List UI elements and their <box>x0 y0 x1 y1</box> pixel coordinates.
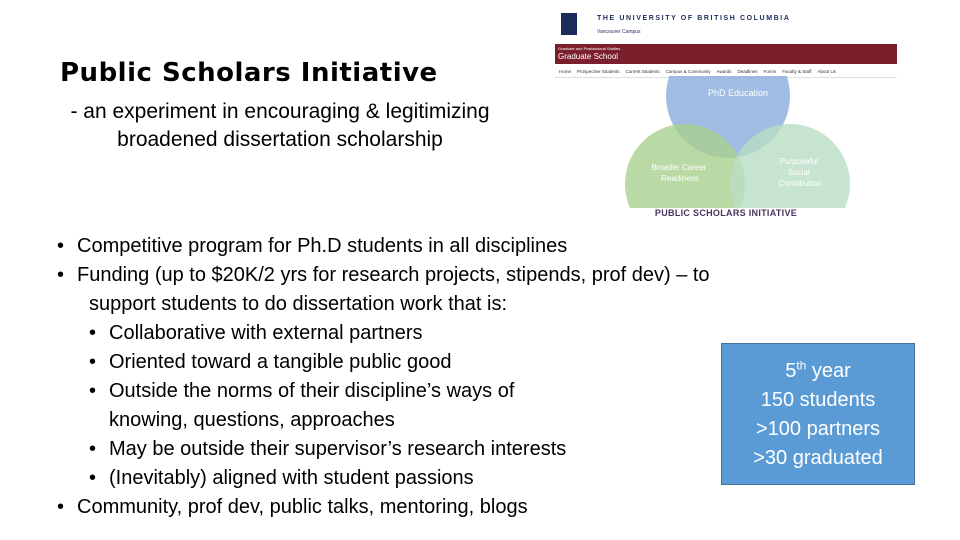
circle-label-left-line: Broader Career <box>651 163 707 172</box>
nav-item: Deadlines <box>737 69 758 74</box>
nav-item: Forms <box>763 69 777 74</box>
sub-bullet-item: • (Inevitably) aligned with student passions <box>57 464 917 493</box>
faculty-small-label: Graduate and Postdoctoral Studies <box>558 46 621 51</box>
slide-subtitle: - an experiment in encouraging & legitimizing broadened dissertation scholarship <box>70 100 490 151</box>
psi-banner-image <box>555 10 897 228</box>
nav-item: Home <box>559 69 572 74</box>
ubc-header <box>555 10 897 40</box>
stats-year-suffix: th <box>796 358 807 373</box>
ubc-crest-icon <box>561 13 577 35</box>
sub-bullet-item: • Collaborative with external partners <box>57 319 917 348</box>
circle-label-top: PhD Education <box>707 88 769 98</box>
nav-item: Awards <box>716 69 732 74</box>
circle-label-right-line: Contribution <box>778 179 822 188</box>
stats-year-number: 5 <box>785 360 797 382</box>
sub-bullet-continuation: knowing, questions, approaches <box>109 409 395 431</box>
nav-item: Current Students <box>625 69 660 74</box>
stats-year-word: year <box>806 360 851 382</box>
stats-line: >100 partners <box>756 418 880 440</box>
banner-footer-title: PUBLIC SCHOLARS INITIATIVE <box>654 208 798 218</box>
bullet-item: • Funding (up to $20K/2 yrs for research projects, stipends, prof dev) – to <box>57 261 917 290</box>
circle-label-right-line: Social <box>787 168 810 177</box>
sub-bullet-item: • Oriented toward a tangible public good <box>57 348 917 377</box>
university-name: THE UNIVERSITY OF BRITISH COLUMBIA <box>597 15 791 22</box>
bullet-item: • Community, prof dev, public talks, mentoring, blogs <box>57 493 917 522</box>
circle-label-right-line: Purposeful <box>779 157 819 166</box>
circle-label-left-line: Readiness <box>661 174 699 183</box>
bullet-item: • Competitive program for Ph.D students in all disciplines <box>57 232 917 261</box>
nav-item: Faculty & Staff <box>782 69 812 74</box>
campus-name: Vancouver Campus <box>597 29 641 35</box>
sub-bullet-item: • May be outside their supervisor’s research interests <box>57 435 917 464</box>
stats-line: >30 graduated <box>753 447 883 469</box>
sub-bullet-item: • Outside the norms of their discipline’s ways of <box>57 377 917 406</box>
slide-title: Public Scholars Initiative <box>60 58 438 88</box>
faculty-big-label: Graduate School <box>558 52 619 61</box>
nav-item: Campus & Community <box>665 69 711 74</box>
stats-line: 150 students <box>760 389 876 411</box>
stats-box <box>721 343 915 485</box>
graduate-school-bar <box>555 44 897 64</box>
nav-item: About Us <box>817 69 836 74</box>
nav-item: Prospective Students <box>577 69 620 74</box>
stats-year <box>722 357 914 386</box>
venn-diagram <box>555 76 897 208</box>
bullet-continuation: support students to do dissertation work that is: <box>89 293 507 315</box>
